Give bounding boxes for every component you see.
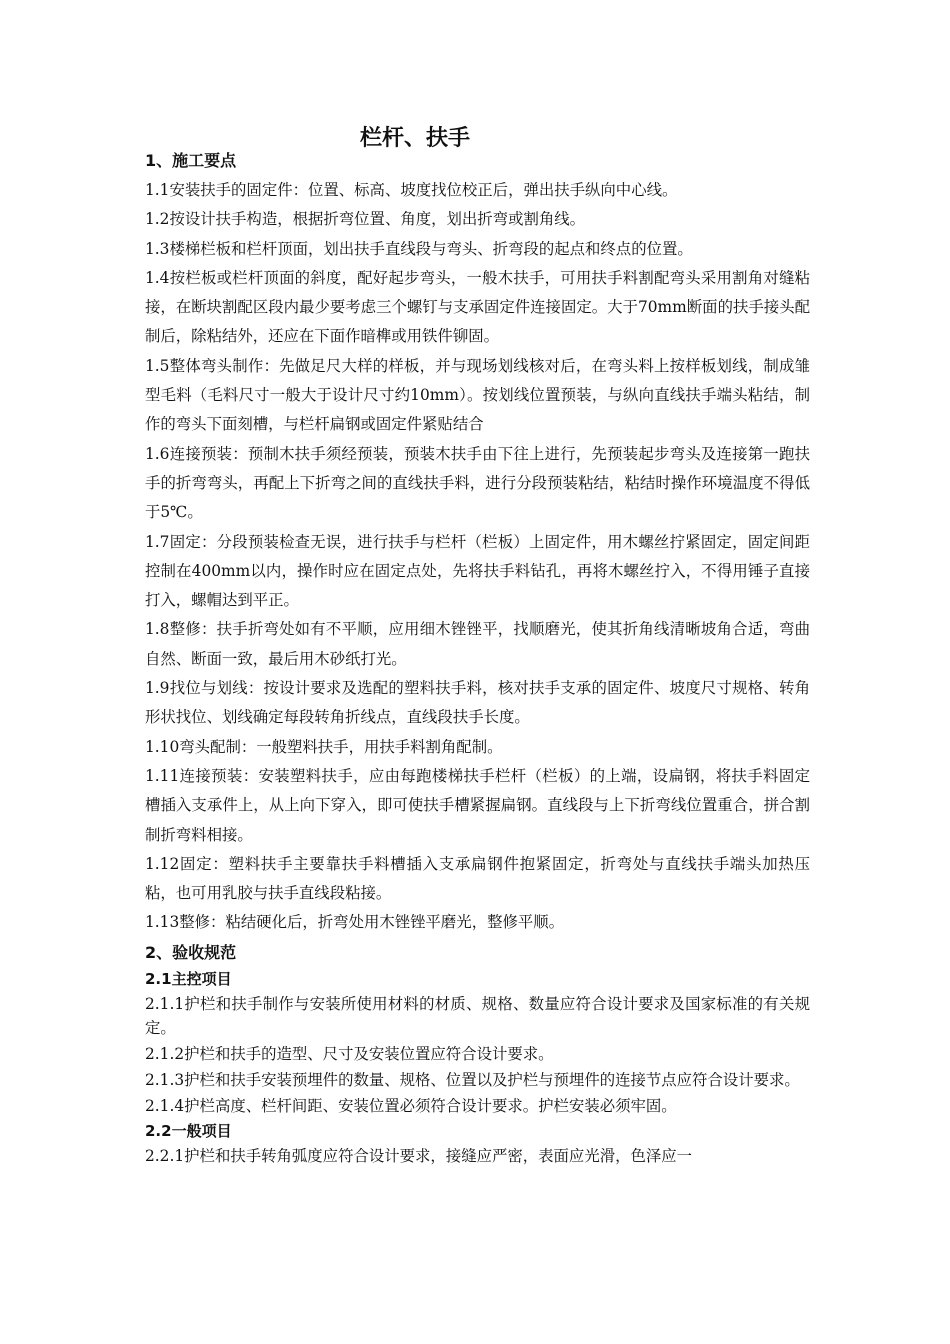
paragraph-1-6: 1.6连接预装：预制木扶手须经预装，预装木扶手由下往上进行，先预装起步弯头及连接第一跑扶手的折弯弯头，再配上下折弯之间的直线扶手料，进行分段预装粘结，粘结时操作环境温度不得低于5℃。 [145,444,810,522]
paragraph-1-2: 1.2按设计扶手构造，根据折弯位置、角度，划出折弯或割角线。 [145,210,586,229]
paragraph-1-7: 1.7固定：分段预装检查无误，进行扶手与栏杆（栏板）上固定件，用木螺丝拧紧固定，固定间距控制在400mm以内，操作时应在固定点处，先将扶手料钻孔，再将木螺丝拧入，不得用锤子直接打入，螺帽达到平正。 [145,532,810,610]
section-heading-construction: 1、施工要点 [145,151,237,170]
subsection-heading-general: 2.2一般项目 [145,1121,232,1140]
paragraph-1-10: 1.10弯头配制：一般塑料扶手，用扶手料割角配制。 [145,737,503,756]
paragraph-1-5: 1.5整体弯头制作：先做足尺大样的样板，并与现场划线核对后，在弯头料上按样板划线，制成雏型毛料（毛料尺寸一般大于设计尺寸约10mm）。按划线位置预装，与纵向直线扶手端头粘结，制作的弯头下面刻槽，与栏杆扁钢或固定件紧贴结合 [145,356,810,434]
paragraph-1-13: 1.13整修：粘结硬化后，折弯处用木锉锉平磨光，整修平顺。 [145,913,565,932]
paragraph-1-11: 1.11连接预装：安装塑料扶手，应由每跑楼梯扶手栏杆（栏板）的上端，设扁钢，将扶手料固定槽插入支承件上，从上向下穿入，即可使扶手槽紧握扁钢。直线段与上下折弯线位置重合，拼合割制折弯料相接。 [145,766,810,844]
paragraph-1-12: 1.12固定：塑料扶手主要靠扶手料槽插入支承扁钢件抱紧固定，折弯处与直线扶手端头加热压粘，也可用乳胶与扶手直线段粘接。 [145,854,810,903]
paragraph-1-3: 1.3楼梯栏板和栏杆顶面，划出扶手直线段与弯头、折弯段的起点和终点的位置。 [145,239,693,258]
document-title: 栏杆、扶手 [360,126,471,151]
subsection-heading-main-control: 2.1主控项目 [145,969,232,988]
document-body [145,124,810,1170]
paragraph-2-2-1: 2.2.1护栏和扶手转角弧度应符合设计要求，接缝应严密，表面应光滑，色泽应一 [145,1146,693,1165]
paragraph-2-1-4: 2.1.4护栏高度、栏杆间距、安装位置必须符合设计要求。护栏安装必须牢固。 [145,1096,677,1115]
paragraph-1-4: 1.4按栏板或栏杆顶面的斜度，配好起步弯头，一般木扶手，可用扶手料割配弯头采用割角对缝粘接，在断块割配区段内最少要考虑三个螺钉与支承固定件连接固定。大于70mm断面的扶手接头配制后，除粘结外，还应在下面作暗榫或用铁件铆固。 [145,268,810,346]
paragraph-2-1-1: 2.1.1护栏和扶手制作与安装所使用材料的材质、规格、数量应符合设计要求及国家标准的有关规定。 [145,994,810,1037]
paragraph-2-1-3: 2.1.3护栏和扶手安装预埋件的数量、规格、位置以及护栏与预埋件的连接节点应符合设计要求。 [145,1070,800,1089]
paragraph-1-9: 1.9找位与划线：按设计要求及选配的塑料扶手料，核对扶手支承的固定件、坡度尺寸规格、转角形状找位、划线确定每段转角折线点，直线段扶手长度。 [145,679,810,727]
paragraph-2-1-2: 2.1.2护栏和扶手的造型、尺寸及安装位置应符合设计要求。 [145,1044,554,1063]
paragraph-1-1: 1.1安装扶手的固定件：位置、标高、坡度找位校正后，弹出扶手纵向中心线。 [145,181,678,199]
paragraph-1-8: 1.8整修：扶手折弯处如有不平顺，应用细木锉锉平，找顺磨光，使其折角线清晰坡角合适，弯曲自然、断面一致，最后用木砂纸打光。 [145,620,810,668]
section-heading-acceptance: 2、验收规范 [145,942,237,962]
